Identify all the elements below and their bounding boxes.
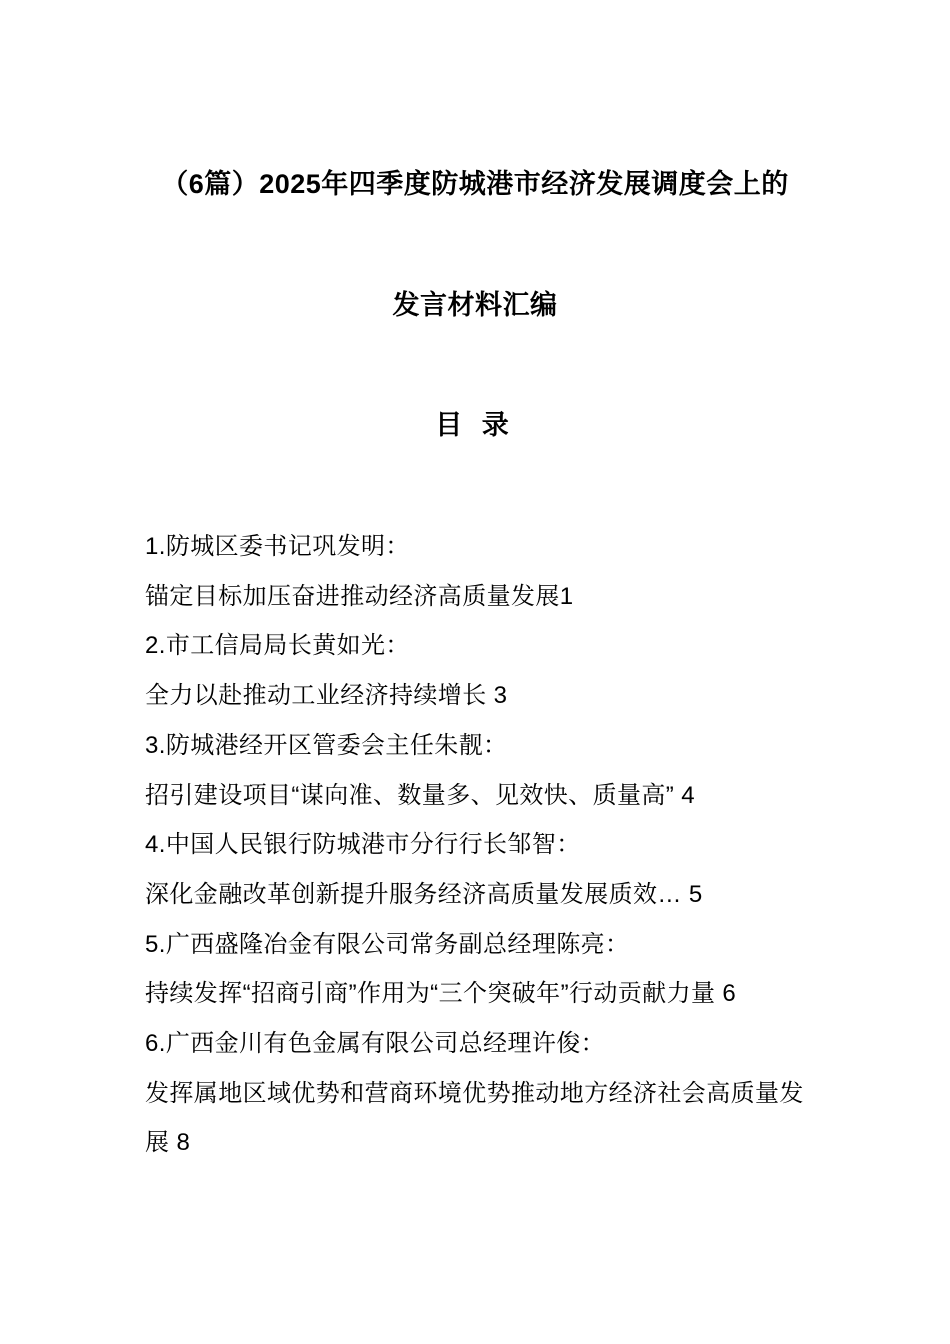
toc-speaker: 1.防城区委书记巩发明： xyxy=(145,533,410,560)
toc-entry-link[interactable]: 全力以赴推动工业经济持续增长 3 xyxy=(145,682,508,710)
table-of-contents xyxy=(145,522,810,1168)
document-title-line2: 发言材料汇编 xyxy=(392,290,558,320)
toc-entry-link[interactable]: 深化金融改革创新提升服务经济高质量发展质效… 5 xyxy=(145,880,703,908)
toc-speaker: 4.中国人民银行防城港市分行行长邹智： xyxy=(145,831,581,859)
document-title-line1: （6篇）2025年四季度防城港市经济发展调度会上的 xyxy=(161,169,789,199)
toc-heading: 目 录 xyxy=(435,410,515,440)
toc-speaker: 5.广西盛隆冶金有限公司常务副总经理陈亮： xyxy=(145,930,630,958)
toc-speaker: 3.防城港经开区管委会主任朱靓： xyxy=(145,731,508,759)
toc-entry-link[interactable]: 锚定目标加压奋进推动经济高质量发展1 xyxy=(145,582,574,610)
toc-entry-link[interactable]: 持续发挥“招商引商”作用为“三个突破年”行动贡献力量 6 xyxy=(145,980,737,1008)
toc-entry-link[interactable]: 发挥属地区域优势和营商环境优势推动地方经济社会高质量发展 8 xyxy=(145,1079,804,1157)
toc-entry-link[interactable]: 招引建设项目“谋向准、数量多、见效快、质量高” 4 xyxy=(145,781,695,809)
toc-speaker: 6.广西金川有色金属有限公司总经理许俊： xyxy=(145,1030,606,1058)
toc-speaker: 2.市工信局局长黄如光： xyxy=(145,632,410,660)
